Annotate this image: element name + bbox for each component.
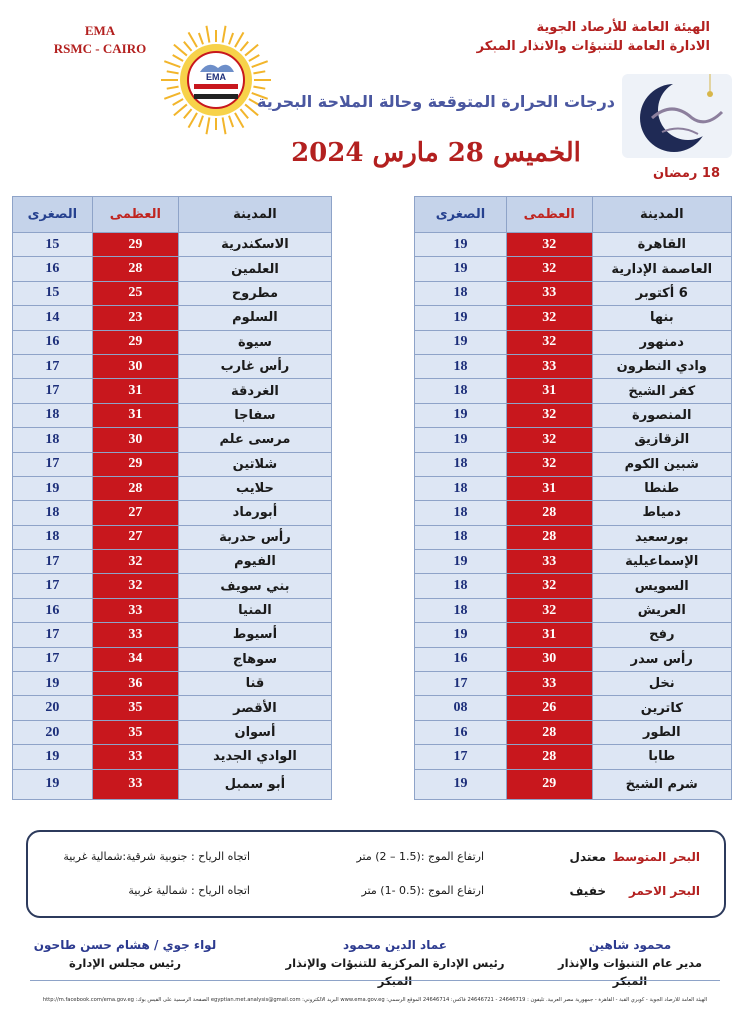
max-temp-cell: 33	[92, 769, 178, 799]
signature-block	[30, 936, 220, 972]
table-row	[415, 306, 732, 330]
table-row	[13, 257, 332, 281]
city-cell: الاسكندرية	[178, 233, 331, 257]
table-row	[415, 598, 732, 622]
city-cell: رأس سدر	[592, 647, 731, 671]
min-temp-cell: 18	[13, 428, 93, 452]
max-temp-cell: 33	[506, 550, 592, 574]
max-temp-cell: 32	[92, 550, 178, 574]
sea-conditions-panel	[26, 830, 726, 918]
city-cell: قنا	[178, 672, 331, 696]
sea-state: معتدل	[569, 850, 606, 864]
page-headline: درجات الحرارة المتوقعة وحالة الملاحة البحرية	[256, 92, 615, 111]
min-temp-cell: 14	[13, 306, 93, 330]
city-cell: سيوة	[178, 330, 331, 354]
max-temp-cell: 33	[92, 598, 178, 622]
table-header-row	[13, 197, 332, 233]
max-temp-cell: 23	[92, 306, 178, 330]
city-cell: شرم الشيخ	[592, 769, 731, 799]
table-row	[415, 354, 732, 378]
sea-name: البحر الاحمر	[628, 884, 700, 898]
min-temp-cell: 20	[13, 720, 93, 744]
table-row	[13, 452, 332, 476]
city-cell: الفيوم	[178, 550, 331, 574]
city-cell: المنصورة	[592, 403, 731, 427]
rsmc-title: RSMC - CAIRO	[53, 41, 147, 56]
city-cell: طنطا	[592, 476, 731, 500]
ema-sun-logo	[160, 24, 272, 136]
min-temp-cell: 17	[13, 379, 93, 403]
sun-logo-text: EMA	[206, 72, 226, 82]
max-temp-cell: 32	[506, 330, 592, 354]
min-temp-cell: 19	[13, 745, 93, 769]
sea-name: البحر المتوسط	[612, 850, 700, 864]
column-header-city: المدينة	[178, 197, 331, 233]
city-cell: مرسى علم	[178, 428, 331, 452]
city-cell: شبين الكوم	[592, 452, 731, 476]
max-temp-cell: 27	[92, 525, 178, 549]
org-department: الادارة العامة للتنبؤات والانذار المبكر	[476, 39, 710, 54]
city-cell: مطروح	[178, 281, 331, 305]
city-cell: الزقازيق	[592, 428, 731, 452]
city-cell: كفر الشيخ	[592, 379, 731, 403]
signature-block	[540, 936, 720, 990]
signatory-title: مدير عام التنبؤات والإنذار المبكر	[557, 956, 703, 988]
organization-header	[410, 18, 710, 56]
city-cell: بورسعيد	[592, 525, 731, 549]
table-header-row	[415, 197, 732, 233]
max-temp-cell: 32	[506, 257, 592, 281]
min-temp-cell: 17	[415, 745, 507, 769]
min-temp-cell: 19	[415, 550, 507, 574]
max-temp-cell: 31	[506, 623, 592, 647]
min-temp-cell: 19	[13, 672, 93, 696]
min-temp-cell: 17	[13, 623, 93, 647]
min-temp-cell: 19	[415, 306, 507, 330]
table-row	[415, 574, 732, 598]
table-row	[415, 428, 732, 452]
min-temp-cell: 18	[13, 525, 93, 549]
table-row	[415, 501, 732, 525]
min-temp-cell: 18	[415, 476, 507, 500]
city-cell: دمياط	[592, 501, 731, 525]
max-temp-cell: 28	[506, 745, 592, 769]
table-row	[13, 672, 332, 696]
footer-divider	[30, 980, 720, 981]
max-temp-cell: 28	[506, 720, 592, 744]
max-temp-cell: 32	[506, 403, 592, 427]
table-row	[415, 257, 732, 281]
table-row	[415, 233, 732, 257]
min-temp-cell: 17	[415, 672, 507, 696]
city-cell: الطور	[592, 720, 731, 744]
sea-state: خفيف	[569, 884, 606, 898]
max-temp-cell: 31	[506, 476, 592, 500]
max-temp-cell: 31	[92, 379, 178, 403]
min-temp-cell: 19	[415, 403, 507, 427]
table-row	[415, 452, 732, 476]
min-temp-cell: 18	[415, 354, 507, 378]
max-temp-cell: 26	[506, 696, 592, 720]
max-temp-cell: 35	[92, 696, 178, 720]
max-temp-cell: 29	[92, 452, 178, 476]
city-cell: رأس حدربة	[178, 525, 331, 549]
sea-row-mediterranean	[28, 850, 724, 872]
city-cell: شلاتين	[178, 452, 331, 476]
city-cell: أسيوط	[178, 623, 331, 647]
max-temp-cell: 33	[506, 354, 592, 378]
table-row	[415, 403, 732, 427]
max-temp-cell: 29	[506, 769, 592, 799]
city-cell: الغردقة	[178, 379, 331, 403]
table-row	[415, 769, 732, 799]
table-row	[13, 281, 332, 305]
temperature-table-right	[414, 196, 732, 800]
min-temp-cell: 19	[415, 769, 507, 799]
wave-height: ارتفاع الموج :(1.5 – 2) متر	[356, 850, 484, 863]
min-temp-cell: 18	[13, 501, 93, 525]
max-temp-cell: 28	[92, 257, 178, 281]
min-temp-cell: 18	[415, 598, 507, 622]
wind-direction: اتجاه الرياح : جنوبية شرقية:شمالية غربية	[63, 850, 250, 863]
city-cell: أبو سمبل	[178, 769, 331, 799]
table-row	[415, 623, 732, 647]
min-temp-cell: 19	[13, 476, 93, 500]
signatory-name: محمود شاهين	[588, 938, 672, 952]
max-temp-cell: 30	[92, 428, 178, 452]
city-cell: وادي النطرون	[592, 354, 731, 378]
max-temp-cell: 30	[92, 354, 178, 378]
max-temp-cell: 36	[92, 672, 178, 696]
city-cell: سوهاج	[178, 647, 331, 671]
wind-direction: اتجاه الرياح : شمالية غربية	[128, 884, 250, 897]
max-temp-cell: 29	[92, 233, 178, 257]
city-cell: دمنهور	[592, 330, 731, 354]
city-cell: رأس غارب	[178, 354, 331, 378]
max-temp-cell: 33	[506, 281, 592, 305]
table-row	[415, 672, 732, 696]
sea-row-red-sea	[28, 884, 724, 906]
max-temp-cell: 32	[506, 452, 592, 476]
min-temp-cell: 16	[415, 720, 507, 744]
table-row	[13, 428, 332, 452]
table-row	[13, 330, 332, 354]
table-row	[415, 281, 732, 305]
city-cell: أسوان	[178, 720, 331, 744]
city-cell: بنها	[592, 306, 731, 330]
table-row	[13, 476, 332, 500]
min-temp-cell: 15	[13, 233, 93, 257]
max-temp-cell: 31	[506, 379, 592, 403]
min-temp-cell: 18	[415, 501, 507, 525]
table-row	[13, 501, 332, 525]
min-temp-cell: 18	[415, 379, 507, 403]
column-header-min: الصغرى	[415, 197, 507, 233]
signatory-name: عماد الدين محمود	[343, 938, 447, 952]
table-row	[13, 306, 332, 330]
city-cell: الإسماعيلية	[592, 550, 731, 574]
table-row	[13, 354, 332, 378]
max-temp-cell: 34	[92, 647, 178, 671]
max-temp-cell: 31	[92, 403, 178, 427]
max-temp-cell: 27	[92, 501, 178, 525]
max-temp-cell: 32	[506, 574, 592, 598]
org-name: الهيئة العامة للأرصاد الجوية	[536, 20, 710, 35]
min-temp-cell: 19	[415, 428, 507, 452]
city-cell: حلايب	[178, 476, 331, 500]
table-row	[415, 525, 732, 549]
signature-block	[280, 936, 510, 990]
max-temp-cell: 32	[506, 233, 592, 257]
city-cell: القاهرة	[592, 233, 731, 257]
min-temp-cell: 17	[13, 354, 93, 378]
table-row	[13, 550, 332, 574]
column-header-max: العظمى	[92, 197, 178, 233]
table-row	[13, 233, 332, 257]
ema-title: EMA	[84, 23, 116, 38]
city-cell: رفح	[592, 623, 731, 647]
table-row	[13, 647, 332, 671]
min-temp-cell: 19	[415, 233, 507, 257]
min-temp-cell: 15	[13, 281, 93, 305]
min-temp-cell: 18	[13, 403, 93, 427]
column-header-max: العظمى	[506, 197, 592, 233]
city-cell: بني سويف	[178, 574, 331, 598]
city-cell: أبورماد	[178, 501, 331, 525]
table-row	[13, 696, 332, 720]
min-temp-cell: 08	[415, 696, 507, 720]
table-row	[415, 745, 732, 769]
signatory-name: لواء جوي / هشام حسن طاحون	[33, 938, 217, 952]
city-cell: العريش	[592, 598, 731, 622]
table-row	[13, 379, 332, 403]
min-temp-cell: 16	[13, 330, 93, 354]
table-row	[415, 550, 732, 574]
city-cell: نخل	[592, 672, 731, 696]
city-cell: 6 أكتوبر	[592, 281, 731, 305]
max-temp-cell: 28	[506, 525, 592, 549]
column-header-city: المدينة	[592, 197, 731, 233]
ramadan-crescent-logo	[622, 74, 732, 158]
min-temp-cell: 17	[13, 647, 93, 671]
min-temp-cell: 16	[415, 647, 507, 671]
max-temp-cell: 28	[506, 501, 592, 525]
table-row	[415, 696, 732, 720]
max-temp-cell: 32	[506, 306, 592, 330]
min-temp-cell: 18	[415, 525, 507, 549]
max-temp-cell: 32	[506, 598, 592, 622]
table-row	[13, 403, 332, 427]
min-temp-cell: 17	[13, 452, 93, 476]
city-cell: كاترين	[592, 696, 731, 720]
max-temp-cell: 33	[92, 623, 178, 647]
table-row	[415, 647, 732, 671]
table-row	[415, 379, 732, 403]
table-row	[13, 623, 332, 647]
min-temp-cell: 19	[415, 623, 507, 647]
min-temp-cell: 17	[13, 574, 93, 598]
ema-text-block	[40, 22, 160, 58]
city-cell: العلمين	[178, 257, 331, 281]
city-cell: سفاجا	[178, 403, 331, 427]
table-row	[13, 574, 332, 598]
table-row	[415, 720, 732, 744]
city-cell: العاصمة الإدارية	[592, 257, 731, 281]
city-cell: الوادي الجديد	[178, 745, 331, 769]
min-temp-cell: 16	[13, 598, 93, 622]
signatory-title: رئيس الإدارة المركزية للتنبؤات والإنذار المبكر	[285, 956, 505, 988]
max-temp-cell: 28	[92, 476, 178, 500]
city-cell: المنيا	[178, 598, 331, 622]
signatory-title: رئيس مجلس الإدارة	[68, 956, 181, 970]
min-temp-cell: 18	[415, 452, 507, 476]
min-temp-cell: 18	[415, 574, 507, 598]
table-row	[13, 720, 332, 744]
city-cell: الأقصر	[178, 696, 331, 720]
min-temp-cell: 17	[13, 550, 93, 574]
min-temp-cell: 19	[415, 330, 507, 354]
table-row	[13, 769, 332, 799]
max-temp-cell: 33	[506, 672, 592, 696]
min-temp-cell: 19	[13, 769, 93, 799]
ramadan-day: 18 رمضان	[653, 166, 720, 181]
max-temp-cell: 32	[506, 428, 592, 452]
forecast-date: الخميس 28 مارس 2024	[291, 138, 581, 168]
footer-contact: الهيئة العامة للأرصاد الجوية - كوبري القبة - القاهرة - جمهورية مصر العربية. تليفون : 24646719 - 24646721 فاكس: 24646714 الموقع الرسمي: www.ema.gov.eg البريد الالكتروني: egyptian.met.analysis@gmail.com الصفحة الرسمية على الفيس بوك: http://m.facebook.com/ema.gov.eg	[42, 997, 708, 1003]
max-temp-cell: 30	[506, 647, 592, 671]
min-temp-cell: 16	[13, 257, 93, 281]
city-cell: السويس	[592, 574, 731, 598]
temperature-table-left	[12, 196, 332, 800]
min-temp-cell: 19	[415, 257, 507, 281]
table-row	[415, 330, 732, 354]
max-temp-cell: 35	[92, 720, 178, 744]
max-temp-cell: 29	[92, 330, 178, 354]
city-cell: طابا	[592, 745, 731, 769]
table-row	[415, 476, 732, 500]
max-temp-cell: 25	[92, 281, 178, 305]
max-temp-cell: 33	[92, 745, 178, 769]
table-row	[13, 525, 332, 549]
wave-height: ارتفاع الموج :(0.5 -1) متر	[361, 884, 484, 897]
max-temp-cell: 32	[92, 574, 178, 598]
table-row	[13, 598, 332, 622]
min-temp-cell: 20	[13, 696, 93, 720]
city-cell: السلوم	[178, 306, 331, 330]
table-row	[13, 745, 332, 769]
column-header-min: الصغرى	[13, 197, 93, 233]
min-temp-cell: 18	[415, 281, 507, 305]
